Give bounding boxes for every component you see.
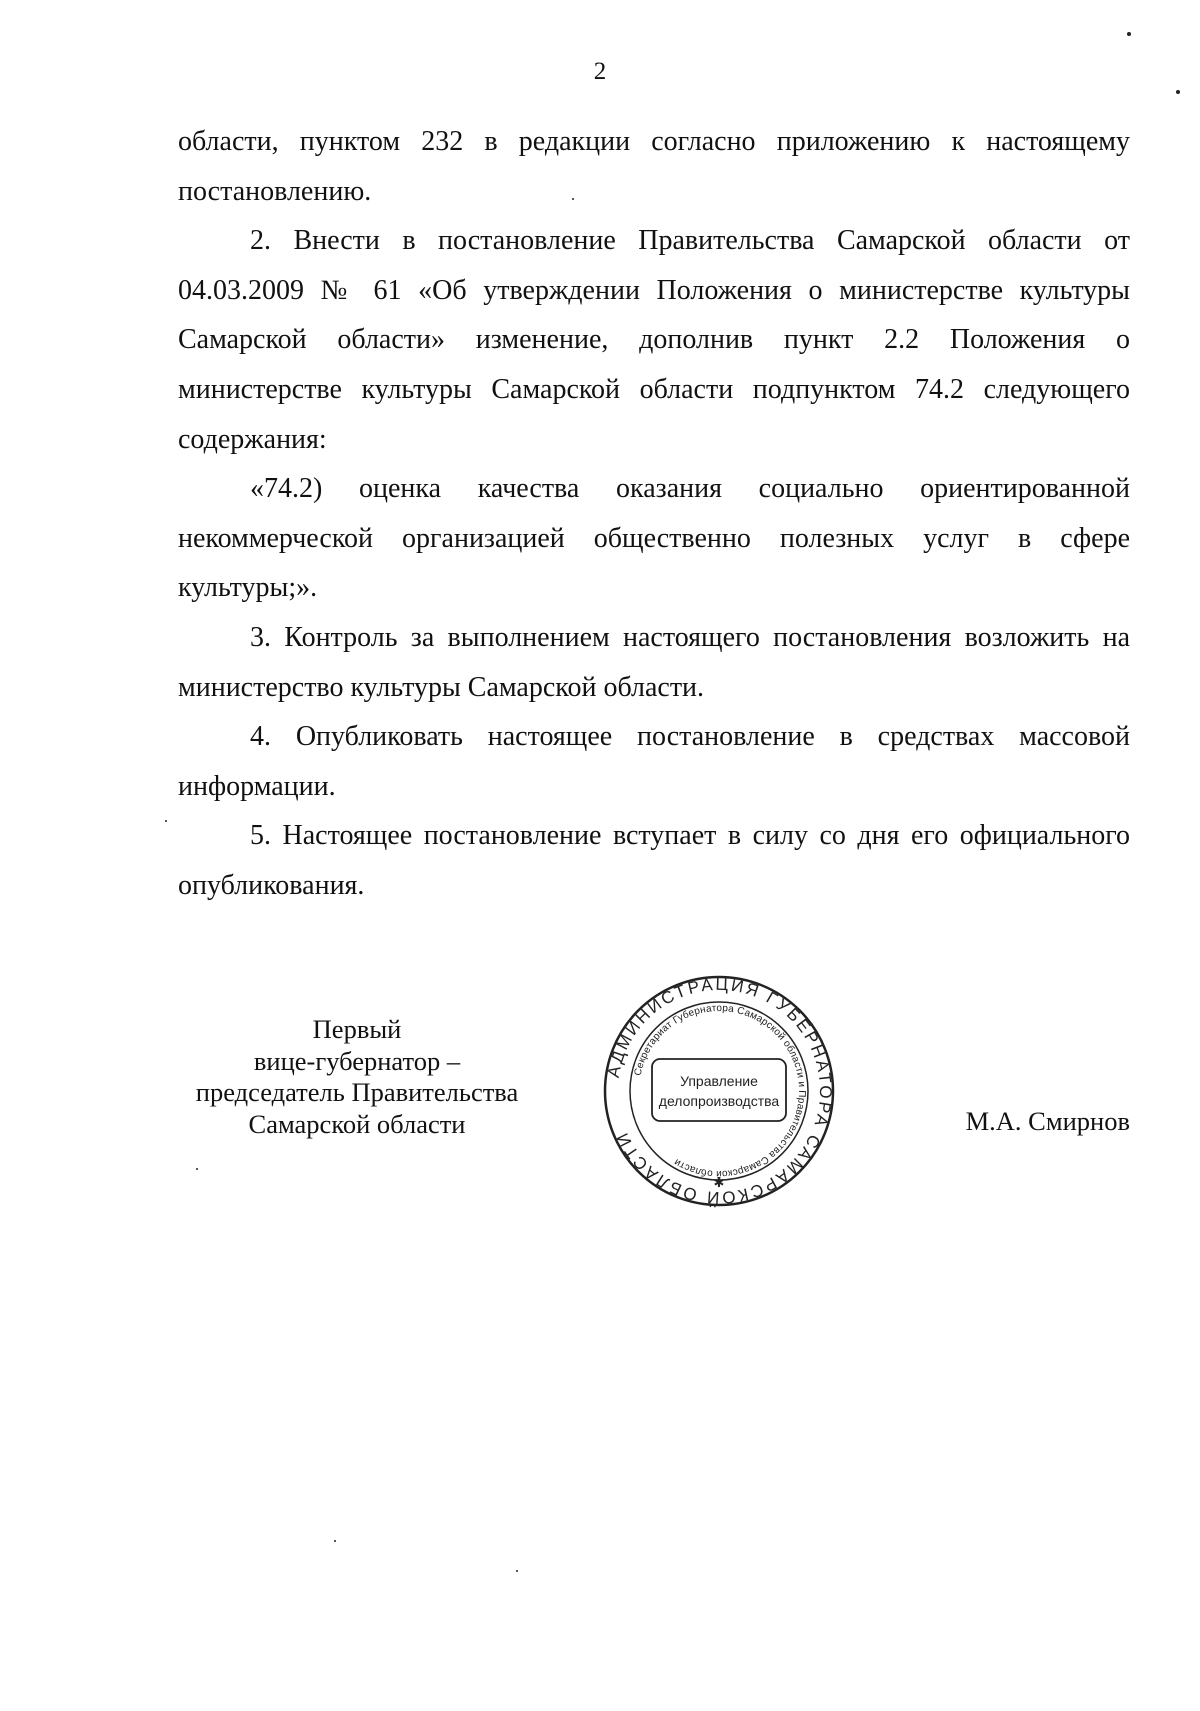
scan-speck	[572, 198, 574, 200]
signatory-position-line: вице-губернатор –	[253, 1045, 461, 1076]
signatory-name: М.А. Смирнов	[965, 1106, 1130, 1136]
paragraph-item-5: 5. Настоящее постановление вступает в силу со дня его официального опубликования.	[178, 820, 1130, 901]
paragraph-item-4: 4. Опубликовать настоящее постановление в средствах массовой информации.	[178, 721, 1130, 802]
stamp-inner-text: Секретариат Губернатора Самарской области и Правительства Самарской области	[632, 1002, 808, 1180]
stamp-center-frame	[652, 1059, 786, 1121]
document-body	[178, 117, 1130, 911]
stamp-middle-ring	[630, 1002, 808, 1180]
scan-speck	[1176, 90, 1180, 94]
signatory-position-line: председатель Правительства	[195, 1077, 519, 1107]
scan-speck	[516, 1570, 518, 1572]
paragraph-quoted-subitem: «74.2) оценка качества оказания социально ориентированной некоммерческой организацией общественно полезных услуг в сфере культуры;».	[178, 473, 1130, 604]
scan-speck	[165, 820, 167, 822]
paragraph-item-3: 3. Контроль за выполнением настоящего постановления возложить на министерство культуры Самарской области.	[178, 621, 1130, 703]
scan-speck	[196, 1168, 198, 1170]
stamp-center-line-1: Управление	[680, 1073, 758, 1089]
official-stamp	[602, 974, 836, 1208]
signatory-position	[176, 1014, 538, 1140]
scan-speck	[334, 1540, 336, 1542]
page-number: 2	[593, 58, 607, 85]
stamp-center-line-2: делопроизводства	[658, 1093, 780, 1109]
paragraph-item-2: 2. Внести в постановление Правительства Самарской области от 04.03.2009 № 61 «Об утверждении Положения о министерстве культуры Самарской области» изменение, дополнив пункт 2.2 Положения о министерстве культуры Самарской области подпунктом 74.2 следующего содержания:	[178, 225, 1130, 455]
scan-speck	[1127, 32, 1131, 36]
stamp-star-icon: ✱	[713, 1176, 725, 1191]
paragraph-continuation: области, пунктом 232 в редакции согласно приложению к настоящему постановлению.	[178, 126, 1130, 207]
stamp-outer-text: АДМИНИСТРАЦИЯ ГУБЕРНАТОРА САМАРСКОЙ ОБЛАСТИ	[603, 974, 836, 1208]
signatory-position-line: Самарской области	[248, 1108, 466, 1139]
signatory-position-line: Первый	[312, 1014, 402, 1044]
